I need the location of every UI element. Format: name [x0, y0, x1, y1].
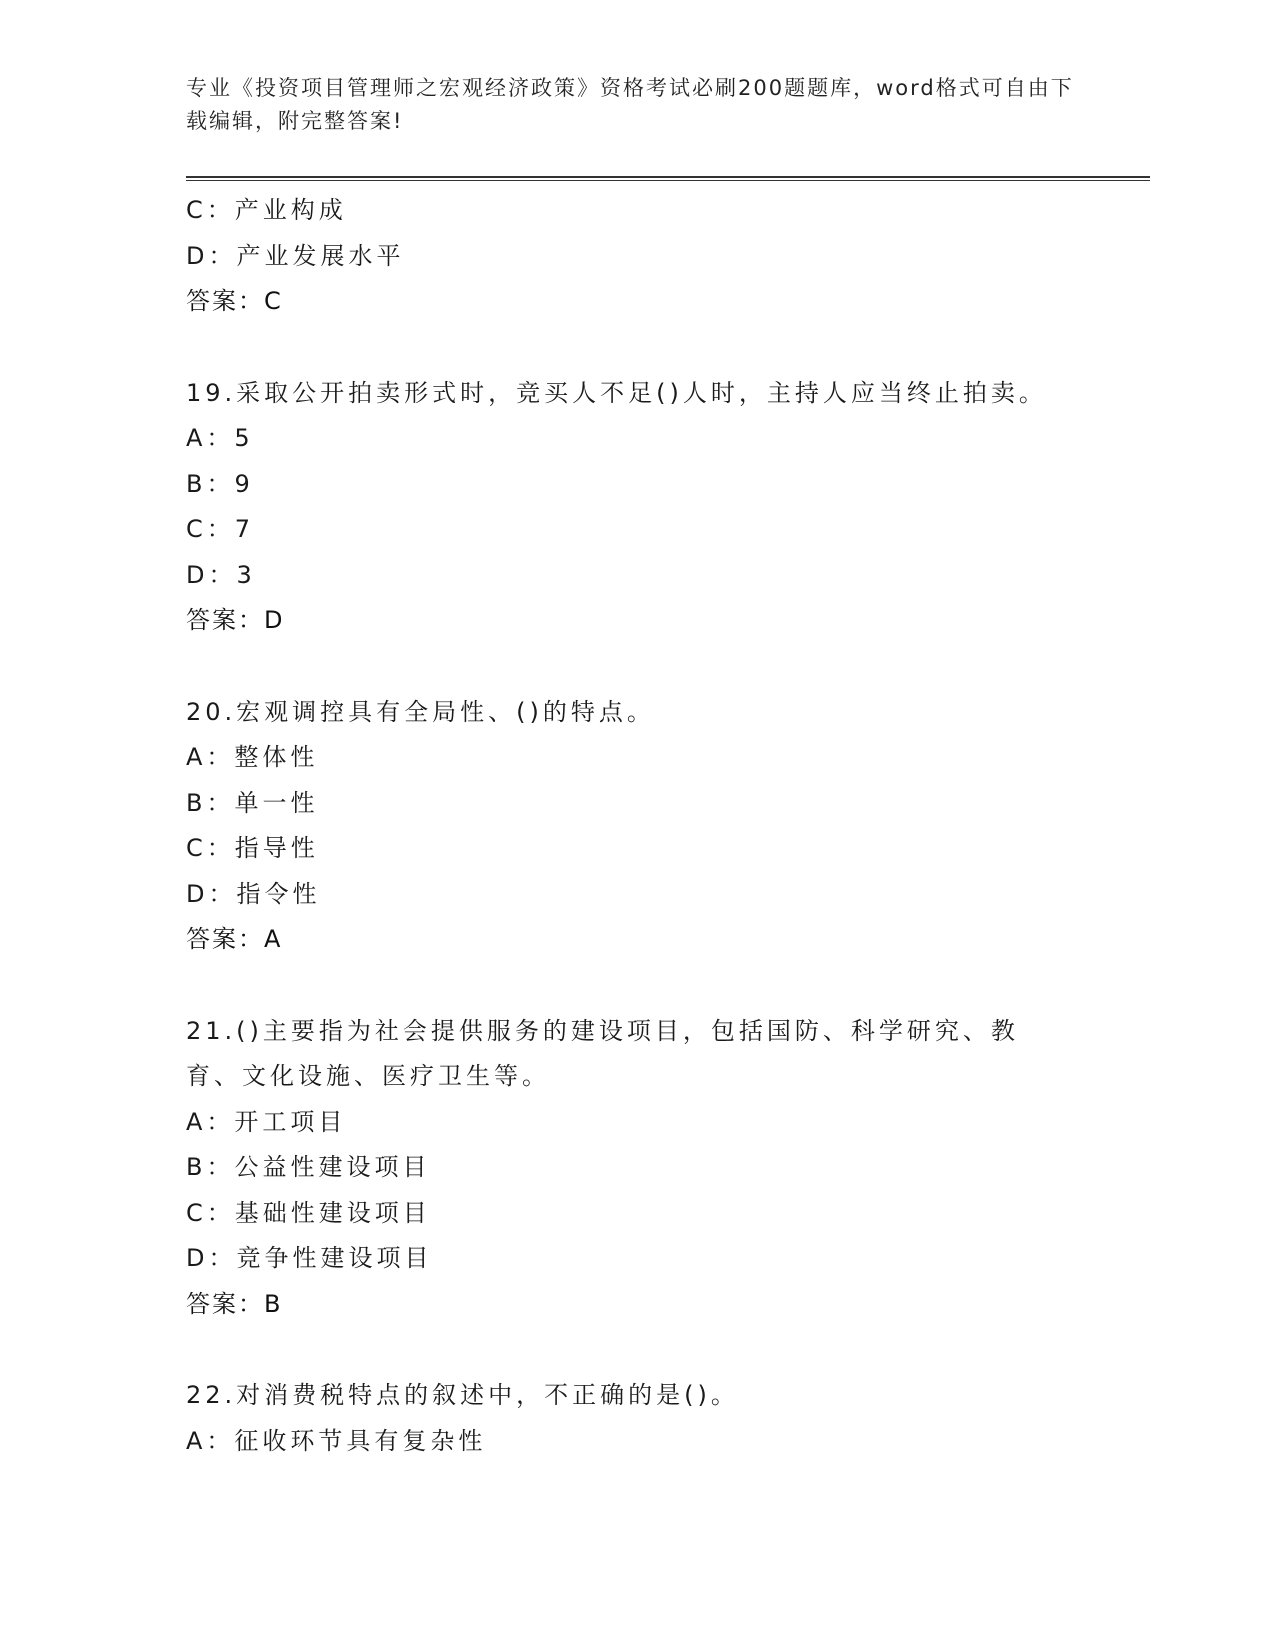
- option-c: C：指导性: [186, 834, 319, 862]
- option-d: D：指令性: [186, 879, 321, 908]
- option-b: B：公益性建设项目: [186, 1153, 431, 1181]
- question-22: [186, 1373, 1146, 1464]
- header-divider: [186, 176, 1150, 181]
- question-21: [186, 1009, 1146, 1328]
- option-a: A：整体性: [186, 743, 319, 771]
- option-a: A：开工项目: [186, 1107, 347, 1136]
- option-d: D：3: [186, 560, 256, 589]
- answer-line: 答案：C: [186, 287, 283, 315]
- answer-line: 答案：D: [186, 606, 285, 634]
- question-stem: 20.宏观调控具有全局性、()的特点。: [186, 697, 655, 726]
- page-header: 专业《投资项目管理师之宏观经济政策》资格考试必刷200题题库，word格式可自由下载编辑，附完整答案!: [186, 76, 1074, 133]
- option-b: B：单一性: [186, 788, 319, 817]
- option-c: C：7: [186, 515, 255, 543]
- option-b: B：9: [186, 469, 254, 498]
- option-c: C：基础性建设项目: [186, 1198, 431, 1227]
- question-stem: 22.对消费税特点的叙述中，不正确的是()。: [186, 1381, 739, 1409]
- question-stem: 21.()主要指为社会提供服务的建设项目，包括国防、科学研究、教育、文化设施、医疗卫生等。: [186, 1016, 1019, 1090]
- question-18-tail: [186, 188, 1146, 325]
- option-d: D：产业发展水平: [186, 241, 405, 270]
- document-body: [186, 188, 1146, 1464]
- option-a: A：5: [186, 424, 254, 452]
- option-d: D：竞争性建设项目: [186, 1244, 433, 1272]
- option-a: A：征收环节具有复杂性: [186, 1426, 487, 1455]
- question-20: [186, 690, 1146, 963]
- question-stem: 19.采取公开拍卖形式时，竞买人不足()人时，主持人应当终止拍卖。: [186, 378, 1047, 407]
- option-c: C：产业构成: [186, 196, 347, 224]
- answer-line: 答案：A: [186, 925, 283, 953]
- question-19: [186, 371, 1146, 644]
- answer-line: 答案：B: [186, 1289, 283, 1318]
